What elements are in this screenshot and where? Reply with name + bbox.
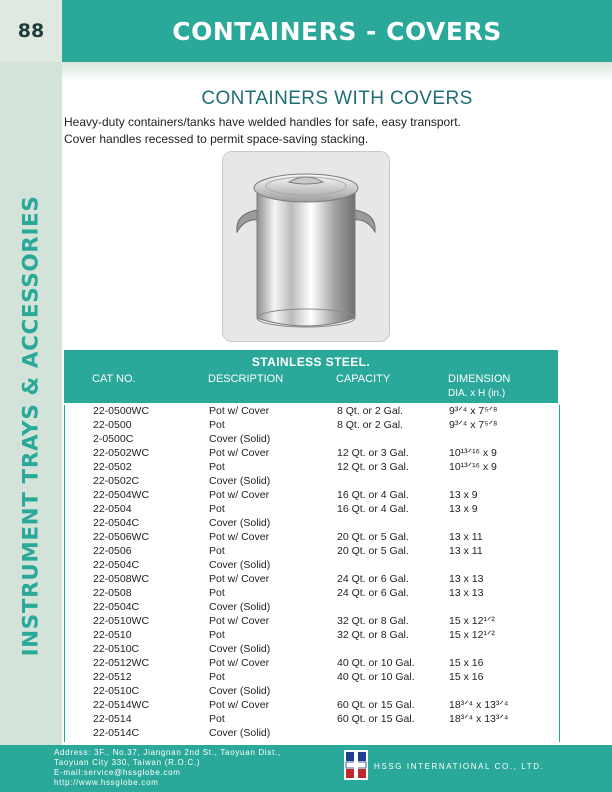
table-row (65, 587, 559, 601)
description-cell: Cover (Solid) (209, 727, 271, 739)
table-row (65, 433, 559, 447)
capacity-cell: 60 Qt. or 15 Gal. (337, 713, 415, 725)
dimension-cell: 13 x 11 (449, 531, 483, 543)
dimension-cell: 13 x 9 (449, 489, 478, 501)
table-row (65, 559, 559, 573)
intro-line: Cover handles recessed to permit space-saving stacking. (64, 132, 369, 146)
cat-no-cell: 22-0502 (93, 461, 132, 473)
dimension-cell: 10¹³ᐟ¹⁶ x 9 (449, 461, 497, 473)
table-row (65, 475, 559, 489)
cat-no-cell: 22-0514WC (93, 699, 150, 711)
intro-line: Heavy-duty containers/tanks have welded handles for safe, easy transport. (64, 115, 461, 129)
table-row (65, 601, 559, 615)
description-cell: Cover (Solid) (209, 643, 271, 655)
cat-no-cell: 22-0506WC (93, 531, 150, 543)
capacity-cell: 8 Qt. or 2 Gal. (337, 405, 403, 417)
col-dimension: DIMENSION (448, 373, 511, 385)
intro-text (64, 114, 461, 148)
table-header (64, 350, 558, 403)
dimension-cell: 15 x 16 (449, 657, 484, 669)
dimension-cell: 15 x 12¹ᐟ² (449, 615, 495, 627)
table-row (65, 447, 559, 461)
capacity-cell: 12 Qt. or 3 Gal. (337, 461, 409, 473)
description-cell: Pot w/ Cover (209, 531, 270, 543)
col-capacity: CAPACITY (336, 373, 391, 385)
description-cell: Cover (Solid) (209, 601, 271, 613)
cat-no-cell: 22-0500 (93, 419, 132, 431)
table-row (65, 727, 559, 741)
capacity-cell: 20 Qt. or 5 Gal. (337, 531, 409, 543)
description-cell: Pot (209, 713, 225, 725)
table-row (65, 657, 559, 671)
cat-no-cell: 22-0504C (93, 601, 140, 613)
description-cell: Pot w/ Cover (209, 615, 270, 627)
dimension-cell: 13 x 13 (449, 573, 484, 585)
table-row (65, 531, 559, 545)
dimension-cell: 15 x 12¹ᐟ² (449, 629, 495, 641)
capacity-cell: 32 Qt. or 8 Gal. (337, 629, 409, 641)
table-row (65, 419, 559, 433)
table-row (65, 699, 559, 713)
product-table (64, 405, 560, 742)
dimension-cell: 13 x 11 (449, 545, 483, 557)
company-name: HSSG INTERNATIONAL CO., LTD. (374, 762, 545, 771)
page-title: CONTAINERS - COVERS (172, 16, 502, 46)
description-cell: Pot (209, 419, 225, 431)
cat-no-cell: 22-0500WC (93, 405, 150, 417)
product-photo (222, 151, 390, 342)
description-cell: Cover (Solid) (209, 517, 271, 529)
col-description: DESCRIPTION (208, 373, 284, 385)
description-cell: Cover (Solid) (209, 685, 271, 697)
dimension-cell: 13 x 9 (449, 503, 478, 515)
description-cell: Cover (Solid) (209, 475, 271, 487)
header-shadow (0, 62, 612, 82)
cat-no-cell: 22-0508WC (93, 573, 150, 585)
capacity-cell: 12 Qt. or 3 Gal. (337, 447, 409, 459)
cat-no-cell: 22-0510C (93, 685, 140, 697)
cat-no-cell: 22-0502C (93, 475, 140, 487)
cat-no-cell: 22-0510 (93, 629, 132, 641)
table-row (65, 489, 559, 503)
table-row (65, 573, 559, 587)
table-row (65, 671, 559, 685)
description-cell: Pot (209, 629, 225, 641)
cat-no-cell: 2-0500C (93, 433, 134, 445)
description-cell: Pot (209, 503, 225, 515)
description-cell: Pot w/ Cover (209, 699, 270, 711)
footer-website: http://www.hssglobe.com (54, 778, 159, 787)
page-number: 88 (17, 20, 45, 42)
description-cell: Pot (209, 587, 225, 599)
footer-address-2: Taoyuan City 330, Taiwan (R.O.C.) (54, 758, 201, 767)
dimension-cell: 9³ᐟ⁴ x 7⁵ᐟ⁸ (449, 419, 498, 431)
capacity-cell: 16 Qt. or 4 Gal. (337, 489, 409, 501)
table-row (65, 685, 559, 699)
cat-no-cell: 22-0502WC (93, 447, 150, 459)
description-cell: Pot (209, 545, 225, 557)
dimension-cell: 18³ᐟ⁴ x 13³ᐟ⁴ (449, 699, 509, 711)
description-cell: Pot w/ Cover (209, 405, 270, 417)
side-title-wrap (0, 62, 62, 745)
dimension-cell: 10¹³ᐟ¹⁶ x 9 (449, 447, 497, 459)
dimension-cell: 9³ᐟ⁴ x 7⁵ᐟ⁸ (449, 405, 498, 417)
capacity-cell: 20 Qt. or 5 Gal. (337, 545, 409, 557)
table-title: STAINLESS STEEL. (251, 355, 371, 369)
section-title: CONTAINERS WITH COVERS (201, 88, 473, 109)
table-row (65, 545, 559, 559)
description-cell: Pot w/ Cover (209, 573, 270, 585)
footer-address-1: Address: 3F., No.37, Jiangnan 2nd St., Taoyuan Dist., (54, 748, 281, 757)
footer-email: E-mail:service@hssglobe.com (54, 768, 181, 777)
cat-no-cell: 22-0504C (93, 559, 140, 571)
dimension-cell: 18³ᐟ⁴ x 13³ᐟ⁴ (449, 713, 509, 725)
capacity-cell: 24 Qt. or 6 Gal. (337, 573, 409, 585)
table-row (65, 405, 559, 419)
cat-no-cell: 22-0506 (93, 545, 132, 557)
capacity-cell: 60 Qt. or 15 Gal. (337, 699, 415, 711)
table-row (65, 643, 559, 657)
company-logo (344, 750, 368, 780)
capacity-cell: 16 Qt. or 4 Gal. (337, 503, 409, 515)
description-cell: Cover (Solid) (209, 559, 271, 571)
capacity-cell: 40 Qt. or 10 Gal. (337, 657, 415, 669)
capacity-cell: 40 Qt. or 10 Gal. (337, 671, 415, 683)
description-cell: Pot (209, 671, 225, 683)
description-cell: Pot w/ Cover (209, 489, 270, 501)
cat-no-cell: 22-0514 (93, 713, 132, 725)
cat-no-cell: 22-0514C (93, 727, 140, 739)
cat-no-cell: 22-0512WC (93, 657, 150, 669)
col-cat-no: CAT NO. (92, 373, 136, 385)
dimension-unit: DIA. x H (in.) (448, 388, 506, 399)
side-title: INSTRUMENT TRAYS & ACCESSORIES (18, 195, 44, 657)
cat-no-cell: 22-0504C (93, 517, 140, 529)
description-cell: Pot w/ Cover (209, 657, 270, 669)
capacity-cell: 24 Qt. or 6 Gal. (337, 587, 409, 599)
cat-no-cell: 22-0510WC (93, 615, 150, 627)
description-cell: Pot w/ Cover (209, 447, 270, 459)
dimension-cell: 13 x 13 (449, 587, 484, 599)
cat-no-cell: 22-0510C (93, 643, 140, 655)
cat-no-cell: 22-0508 (93, 587, 132, 599)
cat-no-cell: 22-0504WC (93, 489, 150, 501)
table-row (65, 503, 559, 517)
cat-no-cell: 22-0512 (93, 671, 132, 683)
header-band (62, 0, 612, 62)
page-number-box (0, 0, 62, 62)
table-row (65, 615, 559, 629)
cat-no-cell: 22-0504 (93, 503, 132, 515)
table-row (65, 517, 559, 531)
dimension-cell: 15 x 16 (449, 671, 484, 683)
capacity-cell: 32 Qt. or 8 Gal. (337, 615, 409, 627)
capacity-cell: 8 Qt. or 2 Gal. (337, 419, 403, 431)
description-cell: Pot (209, 461, 225, 473)
stock-pot-image (223, 152, 389, 341)
table-row (65, 461, 559, 475)
table-row (65, 629, 559, 643)
description-cell: Cover (Solid) (209, 433, 271, 445)
table-row (65, 713, 559, 727)
